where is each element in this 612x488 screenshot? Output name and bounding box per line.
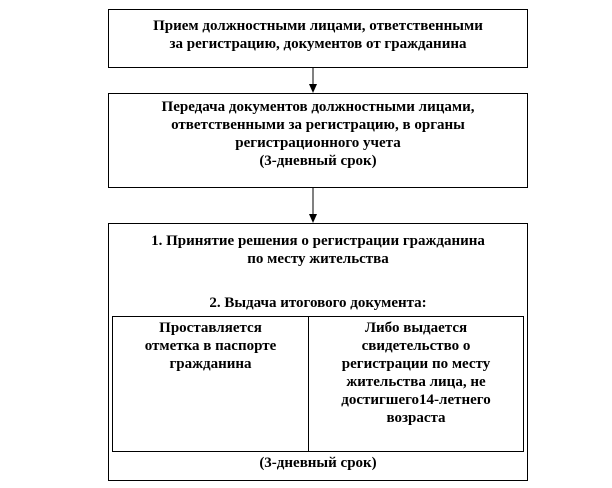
step-1-text (109, 17, 527, 53)
step-2-line: регистрационного учета (235, 135, 401, 151)
option-left-cell (113, 317, 309, 451)
option-right-line: свидетельство о (361, 338, 471, 354)
step-3-box (108, 223, 528, 481)
options-table (112, 316, 524, 452)
term-line: (3-дневный срок) (259, 455, 377, 471)
arrow-down-icon (306, 68, 320, 94)
step-2-line: (3-дневный срок) (259, 153, 377, 169)
option-right-line: Либо выдается (364, 320, 468, 336)
decision-line: 1. Принятие решения о регистрации гражданина (151, 233, 485, 249)
arrow-down-icon (306, 188, 320, 224)
step-1-line: Прием должностными лицами, ответственными (153, 18, 483, 34)
option-left-line: отметка в паспорте (144, 338, 277, 354)
option-right-cell (309, 317, 523, 451)
term-text (109, 454, 527, 472)
step-2-line: ответственными за регистрацию, в органы (171, 117, 465, 133)
step-1-box (108, 9, 528, 68)
issue-heading-line: 2. Выдача итогового документа: (209, 295, 427, 311)
decision-line: по месту жительства (247, 251, 389, 267)
option-right-line: регистрации по месту (341, 356, 491, 372)
option-left-line: Проставляется (159, 320, 262, 336)
option-right-line: возраста (386, 410, 446, 426)
step-1-line: за регистрацию, документов от гражданина (169, 36, 467, 52)
step-2-text (109, 98, 527, 170)
decision-text (109, 232, 527, 268)
step-2-box (108, 93, 528, 188)
step-2-line: Передача документов должностными лицами, (161, 99, 475, 115)
option-left-line: гражданина (169, 356, 252, 372)
issue-heading (109, 294, 527, 312)
option-right-line: жительства лица, не (346, 374, 486, 390)
option-right-line: достигшего14-летнего (341, 392, 491, 408)
